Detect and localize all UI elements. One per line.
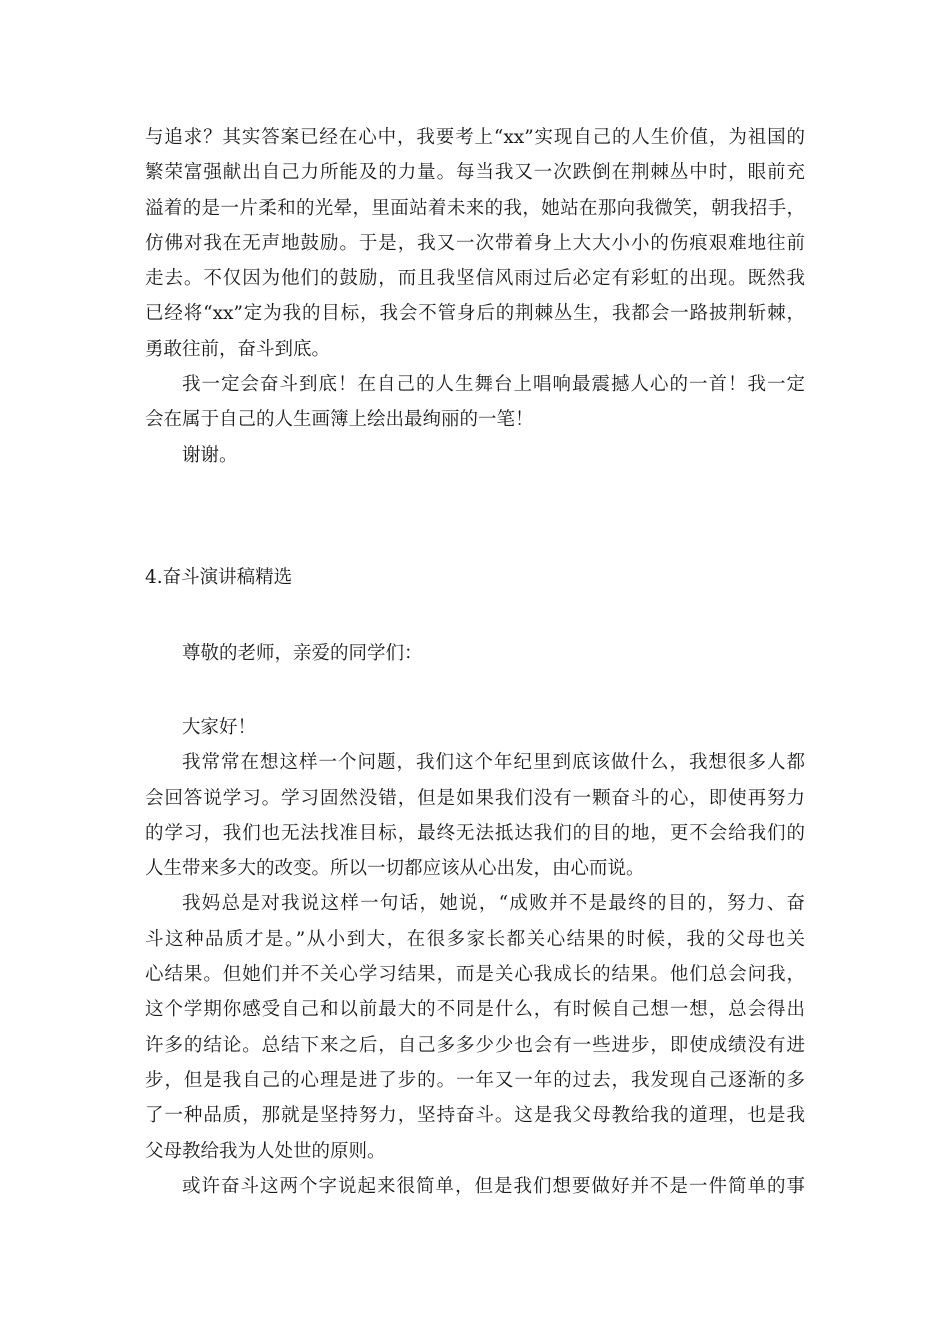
- paragraph-line: 的学习，我们也无法找准目标，最终无法抵达我们的目的地，更不会给我们的: [145, 822, 805, 844]
- speech-continuation: [145, 120, 805, 473]
- paragraph-line: 人生带来多大的改变。所以一切都应该从心出发，由心而说。: [145, 858, 645, 880]
- paragraph-line: 步，但是我自己的心理是进了步的。一年又一年的过去，我发现自己逐渐的多: [145, 1069, 805, 1091]
- paragraph-line: 溢着的是一片柔和的光晕，里面站着未来的我，她站在那向我微笑，朝我招手，: [145, 197, 805, 219]
- paragraph-line: 心结果。但她们并不关心学习结果，而是关心我成长的结果。他们总会问我，: [145, 964, 805, 986]
- paragraph-line: 斗这种品质才是。”从小到大，在很多家长都关心结果的时候，我的父母也关: [145, 928, 805, 950]
- paragraph-line: 繁荣富强献出自己力所能及的力量。每当我又一次跌倒在荆棘丛中时，眼前充: [145, 162, 805, 184]
- paragraph-line: 已经将“xx”定为我的目标，我会不管身后的荆棘丛生，我都会一路披荆斩棘，: [145, 303, 805, 325]
- paragraph-line: 我常常在想这样一个问题，我们这个年纪里到底该做什么，我想很多人都: [182, 752, 805, 774]
- paragraph-line: 这个学期你感受自己和以前最大的不同是什么，有时候自己想一想，总会得出: [145, 999, 805, 1021]
- paragraph-line: 仿佛对我在无声地鼓励。于是，我又一次带着身上大大小小的伤痕艰难地往前: [145, 232, 805, 254]
- paragraph-line: 我一定会奋斗到底！在自己的人生舞台上唱响最震撼人心的一首！我一定: [182, 374, 805, 396]
- paragraph-line: 了一种品质，那就是坚持努力，坚持奋斗。这是我父母教给我的道理，也是我: [145, 1105, 805, 1127]
- paragraph-line: 会回答说学习。学习固然没错，但是如果我们没有一颗奋斗的心，即使再努力: [145, 787, 805, 809]
- paragraph-line: 父母教给我为人处世的原则。: [145, 1140, 386, 1162]
- paragraph-line: 许多的结论。总结下来之后，自己多多少少也会有一些进步，即使成绩没有进: [145, 1034, 805, 1056]
- speech-body: [145, 710, 805, 1204]
- salutation-block: [145, 636, 805, 671]
- greeting: 大家好！: [182, 717, 257, 738]
- paragraph-line: 或许奋斗这两个字说起来很简单，但是我们想要做好并不是一件简单的事: [182, 1175, 805, 1197]
- salutation: 尊敬的老师，亲爱的同学们：: [182, 643, 423, 664]
- closing-thanks: 谢谢。: [182, 444, 238, 466]
- paragraph-line: 勇敢往前，奋斗到底。: [145, 338, 331, 360]
- paragraph-line: 与追求？其实答案已经在心中，我要考上“xx”实现自己的人生价值，为祖国的: [145, 127, 805, 148]
- section-heading: 4.奋斗演讲稿精选: [145, 567, 293, 588]
- paragraph-line: 会在属于自己的人生画簿上绘出最绚丽的一笔！: [145, 409, 534, 431]
- paragraph-line: 我妈总是对我说这样一句话，她说，“成败并不是最终的目的，努力、奋: [182, 893, 805, 915]
- paragraph-line: 走去。不仅因为他们的鼓励，而且我坚信风雨过后必定有彩虹的出现。既然我: [145, 268, 805, 290]
